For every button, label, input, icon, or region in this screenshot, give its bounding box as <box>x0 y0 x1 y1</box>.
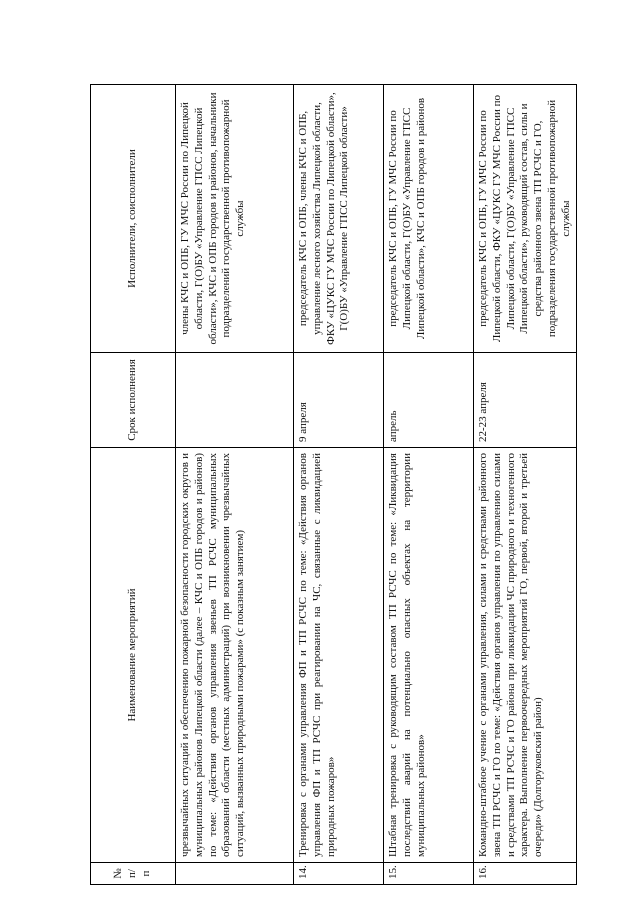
row-executors: председатель КЧС и ОПБ, ГУ МЧС России по Липецкой области, Г(О)БУ «Управление ГПСС Липецкой области», КЧС и ОПБ городов и районов <box>384 85 474 353</box>
events-table <box>90 84 577 885</box>
row-executors: председатель КЧС и ОПБ, ГУ МЧС России по Липецкой области, ФКУ «ЦУКС ГУ МЧС России по Липецкой области, Г(О)БУ «Управление ГПСС Липецкой области», руководящий состав, силы и средства районного звена ТП РСЧС и ГО, подразделения государственной противопожарной службы <box>474 85 577 353</box>
table-row <box>176 85 294 885</box>
row-term: апрель <box>384 353 474 448</box>
table-row <box>474 85 577 885</box>
row-event-name: Тренировка с органами управления ФП и ТП РСЧС по теме: «Действия органов управления ФП и ТП РСЧС при реагировании на ЧС, связанные с ликвидацией природных пожаров» <box>294 448 384 863</box>
table-row <box>294 85 384 885</box>
table-row <box>384 85 474 885</box>
rotated-document <box>90 85 572 885</box>
row-event-name: чрезвычайных ситуаций и обеспечению пожарной безопасности городских округов и муниципальных районов Липецкой области (далее – КЧС и ОПБ городов и районов) по теме: «Действия органов управления звеньев ТП РСЧС муниципальных образований области (местных администраций) при возникновении чрезвычайных ситуаций, вызванных природными пожарами» (с показным занятием) <box>176 448 294 863</box>
row-number: 16. <box>474 863 577 885</box>
row-term <box>176 353 294 448</box>
row-number: 15. <box>384 863 474 885</box>
header-event-name: Наименование мероприятий <box>91 448 176 863</box>
row-number <box>176 863 294 885</box>
row-term: 22-23 апреля <box>474 353 577 448</box>
row-executors: члены КЧС и ОПБ, ГУ МЧС России по Липецкой области, Г(О)БУ «Управление ГПСС Липецкой области», КЧС и ОПБ городов и районов, начальники подразделений государственной противопожарной службы <box>176 85 294 353</box>
row-executors: председатель КЧС и ОПБ, члены КЧС и ОПБ, управление лесного хозяйства Липецкой области, ФКУ «ЦУКС ГУ МЧС России по Липецкой области», Г(О)БУ «Управление ГПСС Липецкой области» <box>294 85 384 353</box>
row-event-name: Командно-штабное учение с органами управления, силами и средствами районного звена ТП РСЧС и ГО по теме: «Действия органов управления по управлению силами и средствами ТП РСЧС и ГО района при ликвидации ЧС природного и техногенного характера. Выполнение первоочередных мероприятий ГО, первой, второй и третьей очереди» (Долгоруковский район) <box>474 448 577 863</box>
row-term: 9 апреля <box>294 353 384 448</box>
row-number: 14. <box>294 863 384 885</box>
header-number: № п/п <box>91 863 176 885</box>
header-term: Срок исполнения <box>91 353 176 448</box>
row-event-name: Штабная тренировка с руководящим составом ТП РСЧС по теме: «Ликвидация последствий аварий на потенциально опасных объектах на территории муниципальных районов» <box>384 448 474 863</box>
table-header-row <box>91 85 176 885</box>
header-executors: Исполнители, соисполнители <box>91 85 176 353</box>
